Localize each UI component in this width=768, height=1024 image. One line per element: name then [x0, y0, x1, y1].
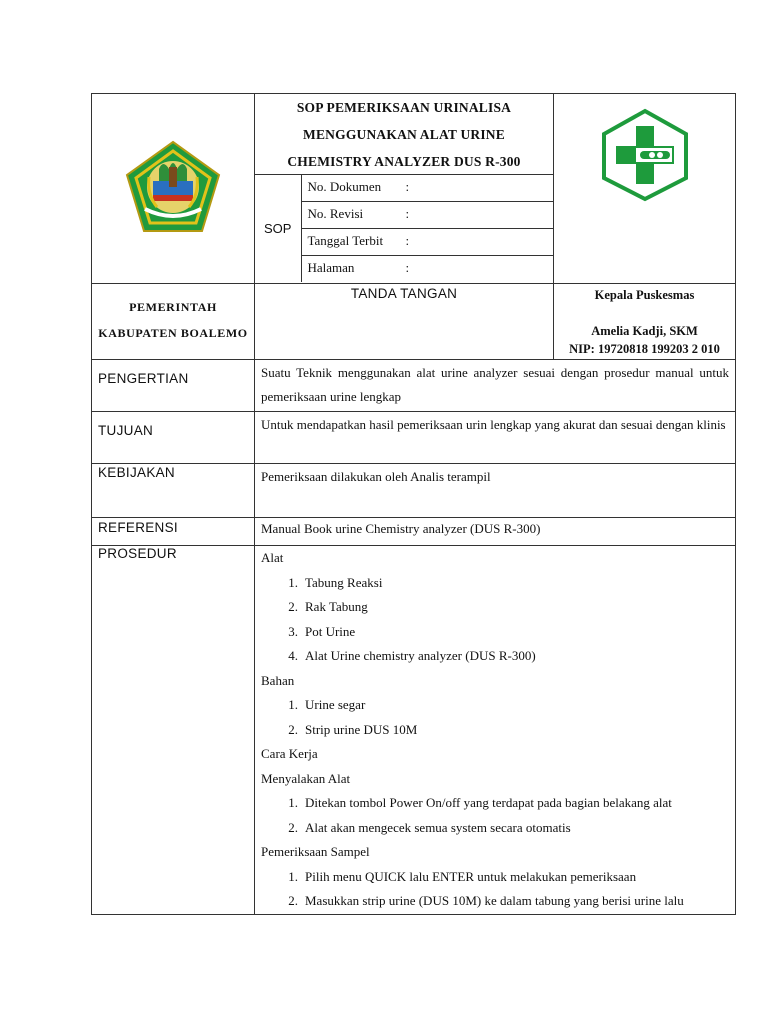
kebijakan-text: Pemeriksaan dilakukan oleh Analis terampil: [255, 464, 736, 518]
title-line-1: SOP PEMERIKSAAN URINALISA: [296, 100, 512, 115]
puskesmas-logo-cell: [554, 94, 736, 284]
referensi-label: REFERENSI: [92, 518, 255, 546]
kebijakan-label: KEBIJAKAN: [92, 464, 255, 518]
list-item: 4. Alat Urine chemistry analyzer (DUS R-300): [288, 648, 536, 663]
pengertian-label: PENGERTIAN: [92, 360, 255, 412]
kepala-nip: NIP: 19720818 199203 2 010: [569, 342, 720, 356]
list-item: 2. Strip urine DUS 10M: [288, 721, 418, 737]
list-item: 2. Alat akan mengecek semua system secara otomatis: [288, 819, 571, 835]
meta-tanggal-terbit: Tanggal Terbit :: [301, 229, 554, 256]
meta-no-revisi: No. Revisi :: [301, 202, 554, 229]
title-line-3: CHEMISTRY ANALYZER DUS R-300: [287, 154, 521, 169]
kepala-title: Kepala Puskesmas: [594, 288, 695, 302]
puskesmas-cross-icon: [598, 108, 692, 202]
meta-table: [255, 174, 554, 282]
list-item: 1. Ditekan tombol Power On/off yang terdapat pada bagian belakang alat: [288, 795, 672, 810]
boalemo-emblem-icon: [123, 139, 223, 235]
regency-logo-cell: [92, 94, 255, 284]
list-item: 1. Tabung Reaksi: [288, 574, 383, 590]
referensi-text: Manual Book urine Chemistry analyzer (DUS R-300): [255, 518, 736, 546]
pengertian-text: Suatu Teknik menggunakan alat urine analyzer sesuai dengan prosedur manual untuk pemeriksaan urine lengkap: [255, 360, 736, 412]
title-line-2: MENGGUNAKAN ALAT URINE: [303, 127, 505, 142]
sop-document: [91, 93, 735, 915]
list-item: 3. Pot Urine: [288, 623, 356, 639]
tujuan-text: Untuk mendapatkan hasil pemeriksaan urin lengkap yang akurat dan sesuai dengan klinis: [255, 412, 736, 464]
list-item: 2. Masukkan strip urine (DUS 10M) ke dalam tabung yang berisi urine lalu: [288, 893, 684, 908]
list-item: 1. Pilih menu QUICK lalu ENTER untuk melakukan pemeriksaan: [288, 868, 637, 884]
gov-line-2: KABUPATEN BOALEMO: [98, 326, 248, 340]
list-item: 2. Rak Tabung: [288, 599, 368, 614]
bahan-list: [261, 693, 729, 742]
meta-halaman: Halaman :: [301, 256, 554, 283]
sampel-list: [261, 865, 729, 914]
header-center-cell: [255, 94, 554, 284]
menyalakan-title: Menyalakan Alat: [261, 770, 351, 786]
tujuan-label: TUJUAN: [92, 412, 255, 464]
gov-line-1: PEMERINTAH: [129, 300, 217, 314]
list-item: 1. Urine segar: [288, 697, 366, 712]
meta-no-dokumen: No. Dokumen :: [301, 175, 554, 202]
signature-cell: [255, 284, 554, 360]
sop-label: SOP: [255, 175, 301, 283]
prosedur-label: PROSEDUR: [92, 546, 255, 915]
sop-table: [91, 93, 736, 915]
kepala-name: Amelia Kadji, SKM: [591, 324, 698, 338]
sampel-title: Pemeriksaan Sampel: [261, 844, 370, 859]
government-cell: [92, 284, 255, 360]
alat-list: [261, 571, 729, 669]
alat-title: Alat: [261, 550, 284, 565]
tanda-tangan-label: TANDA TANGAN: [350, 286, 458, 301]
sop-title: [255, 94, 553, 174]
bahan-title: Bahan: [261, 672, 295, 688]
kepala-cell: [554, 284, 736, 360]
menyalakan-list: [261, 791, 729, 840]
cara-kerja-title: Cara Kerja: [261, 746, 318, 761]
prosedur-content: [255, 546, 736, 915]
